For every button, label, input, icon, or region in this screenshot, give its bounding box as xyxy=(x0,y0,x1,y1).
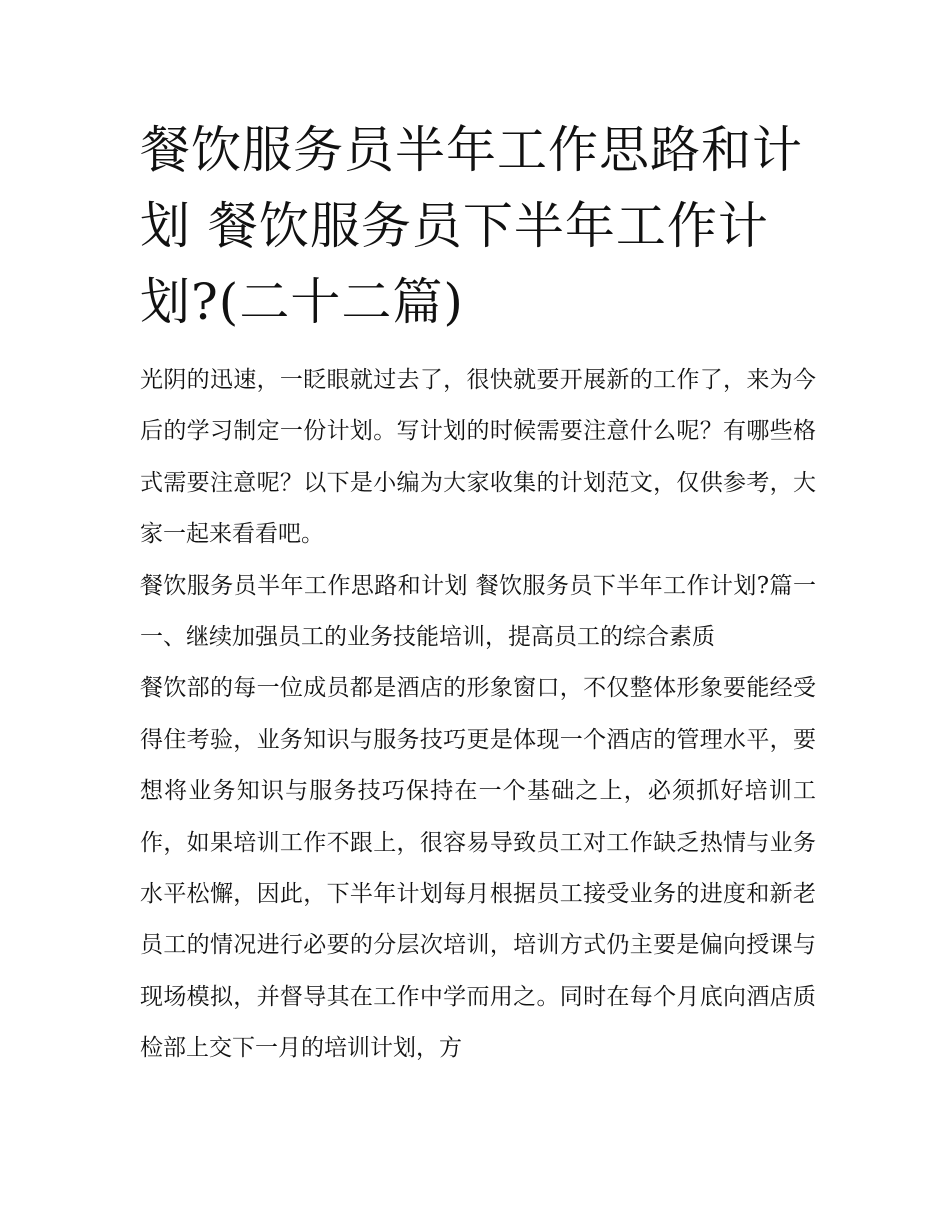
section-heading-paragraph: 餐饮服务员半年工作思路和计划 餐饮服务员下半年工作计划?篇一 一、继续加强员工的业务技能培训，提高员工的综合素质 xyxy=(140,572,816,651)
document-title: 餐饮服务员半年工作思路和计划 餐饮服务员下半年工作计划?(二十二篇) xyxy=(140,121,803,331)
document-body xyxy=(140,355,816,1075)
body-paragraph: 餐饮部的每一位成员都是酒店的形象窗口，不仅整体形象要能经受得住考验，业务知识与服务技巧更是体现一个酒店的管理水平，要想将业务知识与服务技巧保持在一个基础之上，必须抓好培训工作，如果培训工作不跟上，很容易导致员工对工作缺乏热情与业务水平松懈，因此，下半年计划每月根据员工接受业务的进度和新老员工的情况进行必要的分层次培训，培训方式仍主要是偏向授课与现场模拟，并督导其在工作中学而用之。同时在每个月底向酒店质检部上交下一月的培训计划，方 xyxy=(140,675,816,1062)
intro-paragraph: 光阴的迅速，一眨眼就过去了，很快就要开展新的工作了，来为今后的学习制定一份计划。写计划的时候需要注意什么呢？有哪些格式需要注意呢？以下是小编为大家收集的计划范文，仅供参考，大家一起来看看吧。 xyxy=(140,367,816,548)
